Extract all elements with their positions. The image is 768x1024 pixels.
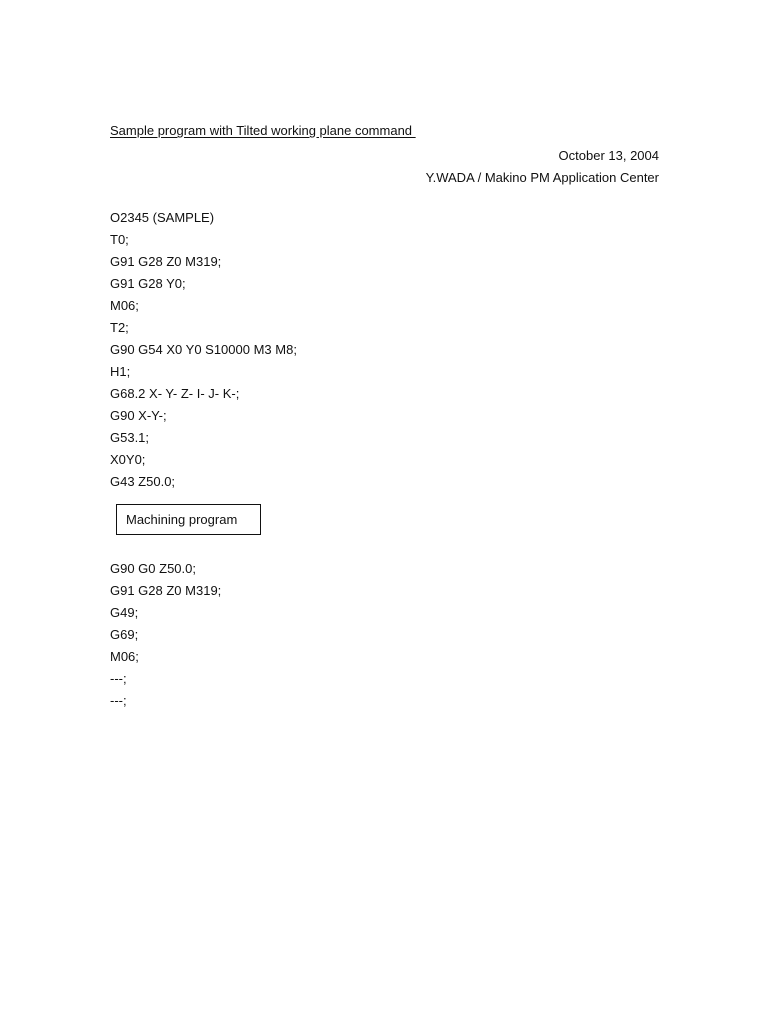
document-header-info (426, 145, 659, 189)
code-line: G43 Z50.0; (110, 474, 176, 489)
code-line: T2; (110, 320, 129, 335)
code-line: G91 G28 Z0 M319; (110, 583, 222, 598)
code-line: G91 G28 Z0 M319; (110, 254, 222, 269)
code-line: O2345 (SAMPLE) (110, 210, 215, 225)
document-author: Y.WADA / Makino PM Application Center (425, 170, 659, 185)
code-line: G49; (110, 605, 139, 620)
code-line: T0; (110, 232, 129, 247)
code-line: X0Y0; (110, 452, 146, 467)
code-line: G90 G0 Z50.0; (110, 561, 196, 576)
code-line: ---; (110, 693, 127, 708)
code-line: G90 G54 X0 Y0 S10000 M3 M8; (110, 342, 297, 357)
code-line: G69; (110, 627, 139, 642)
code-line: ---; (110, 671, 127, 686)
code-line: M06; (110, 649, 139, 664)
code-line: G53.1; (110, 430, 150, 445)
program-tail-block (110, 558, 221, 712)
code-line: G91 G28 Y0; (110, 276, 186, 291)
program-head-block (110, 207, 297, 493)
code-line: G68.2 X- Y- Z- I- J- K-; (110, 386, 240, 401)
document-date: October 13, 2004 (558, 148, 659, 163)
document-title: Sample program with Tilted working plane command (110, 123, 416, 138)
code-line: M06; (110, 298, 139, 313)
code-line: H1; (110, 364, 131, 379)
code-line: G90 X-Y-; (110, 408, 167, 423)
machining-program-box: Machining program (116, 504, 261, 535)
